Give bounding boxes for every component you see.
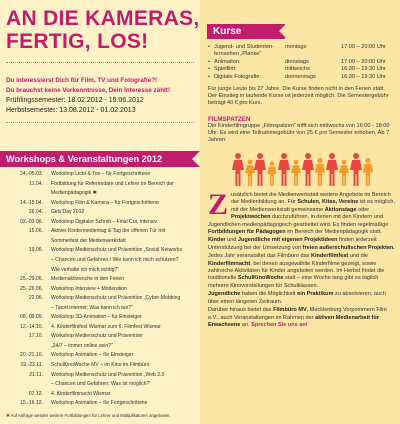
- course-bullet: •: [208, 59, 210, 65]
- event-title: 4. Kinderfilmfest Wismar zum 6. Filmfest Wismar: [51, 323, 161, 330]
- event-date: 12.-14.10.: [20, 323, 43, 330]
- event-title: Sommerfest der Medienwerkstatt: [51, 237, 126, 244]
- headline-line-2: FERTIG, LOS!: [6, 30, 149, 53]
- event-date: 15.06.: [28, 228, 43, 235]
- person-figure: [232, 153, 244, 186]
- course-name: Jugend- und Studenten-: [214, 44, 275, 50]
- course-time: 17:00 – 20:00 Uhr: [341, 44, 386, 50]
- course-day: dienstags: [285, 59, 309, 65]
- divider: [6, 122, 194, 123]
- course-time: 17:00 – 20:00 Uhr: [341, 59, 386, 65]
- person-figure: [326, 153, 338, 186]
- event-title: – Chancen und Gefahren / Wie kann ich mich schützen?: [51, 256, 179, 263]
- course-bullet: •: [208, 44, 210, 50]
- paragraph-festivals: Jedes Jahr veranstaltet das Filmbüro das Kinderfilmfest und die Kinderfilmnacht, bei denen ausgewählte Kinderfilme gezeigt, sowie zahlreiche Aktivitäten für Kinder angeboten werden. Im Herbst findet die traditionelle SchulKinoWoche statt – eine Woche lang gibt es täglich mehrere Kinovorstellungen für Schulklassen.: [208, 253, 385, 289]
- event-title: – Chancen und Gefahren: Was ist möglich?“: [51, 381, 152, 388]
- event-title: Workshop Medienschutz und Prävention „Cyber-Mobbing: [51, 295, 181, 302]
- banner-notch: [279, 24, 286, 38]
- event-title: Medienpädagogik ✱: [51, 190, 97, 197]
- event-title: 4. Kinderfilmnacht Wismar: [51, 390, 111, 397]
- event-title: Girls'Day 2012: [51, 209, 85, 216]
- event-date: 25.-29.06.: [20, 276, 43, 283]
- person-figure: [350, 153, 362, 186]
- intro-block: [6, 76, 198, 116]
- paragraph-internship: Jugendliche haben die Möglichkeit ein Praktikum zu absolvieren, auch über einen längeren Zeitraum.: [208, 291, 386, 305]
- person-figure: [278, 153, 290, 186]
- event-date: 26.04.: [28, 209, 43, 216]
- event-title: – Tatort Internet: Was kann ich tun?“: [51, 304, 133, 311]
- person-figure: [254, 153, 266, 186]
- event-date: 15.-16.12.: [20, 400, 43, 407]
- intro-line-2: Du brauchst keine Vorkenntnisse, Dein Interesse zählt!: [6, 87, 170, 94]
- event-title: Workshop Medienschutz und Prävention: [51, 333, 143, 340]
- dropcap: Z: [208, 188, 229, 221]
- event-date: 24.-05.03.: [20, 171, 43, 177]
- footnote-star: ✱: [6, 413, 10, 418]
- event-title: SchulKinoWoche MV – im Kino im Filmbüro: [51, 362, 150, 368]
- event-date: 25.-26.06.: [20, 285, 43, 292]
- filmspatzen-title: FILMSPATZEN: [208, 116, 251, 123]
- course-name: fernsehen „Planke“: [214, 51, 262, 57]
- event-title: „24/7 – immer online sein?“: [51, 342, 113, 349]
- event-title: Fortbildung für Referendare und Lehrer im Bereich der: [51, 180, 174, 187]
- event-title: Workshop Animation – für Fortgeschrittene: [51, 400, 148, 407]
- event-title: Workshop 3D-Animation – für Einsteiger: [51, 314, 142, 321]
- course-bullet: •: [208, 66, 210, 72]
- event-date: 02.-03.06.: [20, 218, 43, 225]
- workshops-title: Workshops & Veranstaltungen 2012: [6, 154, 163, 164]
- event-title: Workshop Film & Kamera – für Fortgeschrittene: [51, 199, 159, 206]
- person-figure: [268, 161, 277, 186]
- course-day: montags: [285, 44, 307, 50]
- event-title: Medienaktivwoche in den Ferien: [51, 276, 125, 283]
- kurse-note: Für junge Leute bis 27 Jahre. Die Kurse finden nicht in den Ferien statt. Der Einstieg in laufende Kurse ist jederzeit möglich. Die Semestergebühr beträgt 40 € pro Kurs.: [208, 86, 389, 107]
- course-day: donnerstags: [285, 74, 316, 80]
- right-panel: [200, 0, 400, 424]
- intro-line-1: Du interessierst Dich für Film, TV und Fotografie?!: [6, 77, 158, 84]
- event-title: Workshop Medienschutz und Prävention „Web 2.0: [51, 371, 165, 378]
- event-title: Workshop Medienschutz und Prävention „Social Networks: [51, 247, 182, 254]
- footnote: [6, 413, 171, 419]
- course-name: Animation:: [214, 59, 241, 65]
- event-date: 22.06.: [28, 295, 43, 302]
- event-date: 08.-09.09.: [20, 314, 43, 321]
- event-date: 19.06.: [28, 247, 43, 254]
- course-name: Digitale Fotografie:: [214, 74, 261, 80]
- event-title: Workshop Animation – für Einsteiger: [51, 352, 134, 359]
- footnote-text: Auf Anfrage werden weitere Fortbildungen für Lehrer und Multiplikatoren angeboten.: [10, 413, 171, 418]
- kurse-banner: [207, 24, 285, 39]
- spring-semester: Frühlingssemester: 18.02.2012 - 15.06.2012: [6, 97, 144, 104]
- event-date: 19.-23.11.: [20, 362, 43, 368]
- event-date: 21.11.: [29, 371, 43, 378]
- event-date: 14.-15.04.: [20, 199, 43, 206]
- paragraph-projects: Kinder und Jugendliche mit eigenen Projektideen finden jederzeit Unterstützung bei der Umsetzung von freien außerschulischen Projekten.: [208, 237, 395, 251]
- paragraph-offers: usätzlich bietet die Medienwerkstatt weitere Angebote im Bereich der Medienbildung an. Für Schulen, Kitas, Vereine ist es möglich, mit der Medienwerkstatt gemeinsame Aktionstage oder Projektwochen durchzuführen, in denen mit den Kindern und Jugendlichen medienpädagogisch gearbeitet wird. Es finden regelmäßige Fortbildungen für Pädagogen im Bereich der Medienpädagogik statt.: [208, 192, 396, 236]
- course-time: 16:30 – 19:30 Uhr: [341, 74, 386, 80]
- event-date: 20.-21.10.: [20, 352, 43, 359]
- person-figure: [363, 158, 373, 186]
- kurse-title: Kurse: [213, 26, 242, 37]
- course-name: Spielfilm:: [214, 66, 237, 72]
- event-title: Workshop Interview + Moderation: [51, 285, 127, 292]
- event-title: Wie verhalte ich mich richtig?“: [51, 266, 119, 273]
- headline-line-1: AN DIE KAMERAS,: [6, 7, 200, 30]
- banner-notch: [192, 151, 200, 167]
- body-text: [208, 188, 396, 330]
- autumn-semester: Herbstsemester: 13.08.2012 - 01.02.2013: [6, 107, 136, 114]
- person-figure: [339, 160, 349, 186]
- event-title: Aktiver Kindermedientag & Tag der offenen Tür mit: [51, 228, 166, 235]
- person-figure: [315, 158, 325, 186]
- event-title: Workshop Digitaler Schnitt – Final Cut, intensiv: [51, 218, 158, 225]
- event-date: 07.12.: [28, 390, 43, 397]
- course-time: 16:30 – 19:30 Uhr: [341, 66, 386, 72]
- divider: [6, 62, 194, 63]
- course-day: mittwochs: [285, 66, 310, 72]
- event-date: 17.10.: [28, 333, 43, 340]
- course-bullet: •: [208, 74, 210, 80]
- person-figure: [291, 160, 301, 186]
- person-figure: [245, 160, 255, 186]
- workshops-banner: [0, 151, 200, 167]
- people-figures-illustration: [230, 148, 380, 188]
- event-title: Workshop Licht & Ton – für Fortgeschrittene: [51, 171, 151, 177]
- event-date: 11.04.: [29, 180, 43, 187]
- paragraph-adults: Darüber hinaus bietet das Filmbüro MV, Mecklenburg Vorpommern Film e.V., auch Veranstaltungen im Rahmen der aktiven Medienarbeit für Erwachsene an. Sprechen Sie uns an!: [208, 307, 387, 328]
- person-figure: [302, 153, 314, 186]
- filmspatzen-text: Die Kinderfilmgruppe „Filmspatzen“ trifft sich mittwochs von 16:00 - 18:00 Uhr. Es wird eine Teilnahmegebühr von 25 € pro Semester erhoben. Ab 7 Jahren.: [208, 123, 390, 144]
